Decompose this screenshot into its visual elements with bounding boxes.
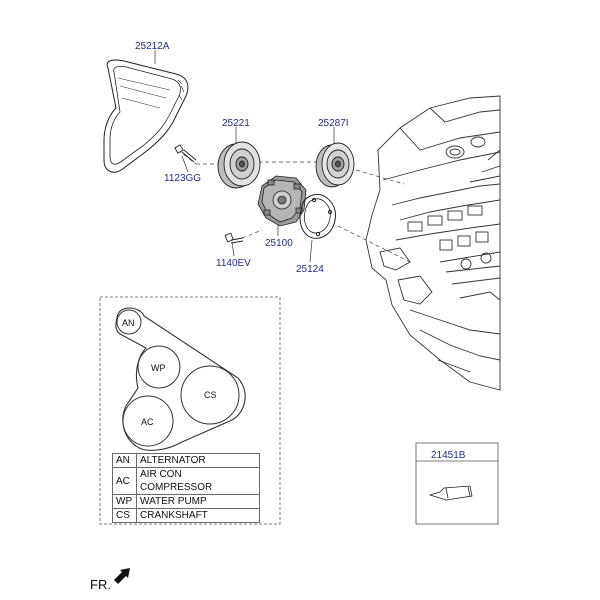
legend-code: AC <box>113 468 137 495</box>
front-direction-label: FR. <box>90 577 111 592</box>
legend-name: WATER PUMP <box>137 495 260 509</box>
legend-name: ALTERNATOR <box>137 454 260 468</box>
idler-pulley[interactable] <box>218 142 260 188</box>
label-kit[interactable]: 21451B <box>431 450 466 461</box>
label-gasket[interactable]: 25124 <box>296 264 324 275</box>
routing-code-wp: WP <box>151 363 166 373</box>
routing-code-ac: AC <box>141 417 154 427</box>
legend-row <box>113 495 260 509</box>
label-water-pump[interactable]: 25100 <box>265 238 293 249</box>
legend-row <box>113 509 260 523</box>
legend-code: WP <box>113 495 137 509</box>
legend-row <box>113 454 260 468</box>
legend-code: AN <box>113 454 137 468</box>
label-bolt-upper[interactable]: 1123GG <box>164 173 202 184</box>
label-belt[interactable]: 25212A <box>135 41 170 52</box>
legend-name: CRANKSHAFT <box>137 509 260 523</box>
water-pump[interactable] <box>258 176 306 226</box>
drive-belt[interactable] <box>104 60 188 172</box>
label-bolt-lower[interactable]: 1140EV <box>216 258 251 269</box>
bolt-upper[interactable] <box>175 145 196 162</box>
front-arrow-icon <box>114 568 130 584</box>
label-idler-pulley[interactable]: 25221 <box>222 118 250 129</box>
sealant-tube-icon[interactable] <box>430 486 472 500</box>
gasket[interactable] <box>300 194 336 238</box>
label-tensioner-pulley[interactable]: 25287I <box>318 118 349 129</box>
legend-code: CS <box>113 509 137 523</box>
legend-name: AIR CON COMPRESSOR <box>137 468 260 495</box>
routing-legend <box>112 453 260 523</box>
bolt-lower[interactable] <box>225 233 243 243</box>
routing-code-cs: CS <box>204 390 217 400</box>
tensioner-pulley[interactable] <box>316 143 354 187</box>
routing-code-an: AN <box>122 318 135 328</box>
engine-block <box>366 96 500 390</box>
legend-row <box>113 468 260 495</box>
